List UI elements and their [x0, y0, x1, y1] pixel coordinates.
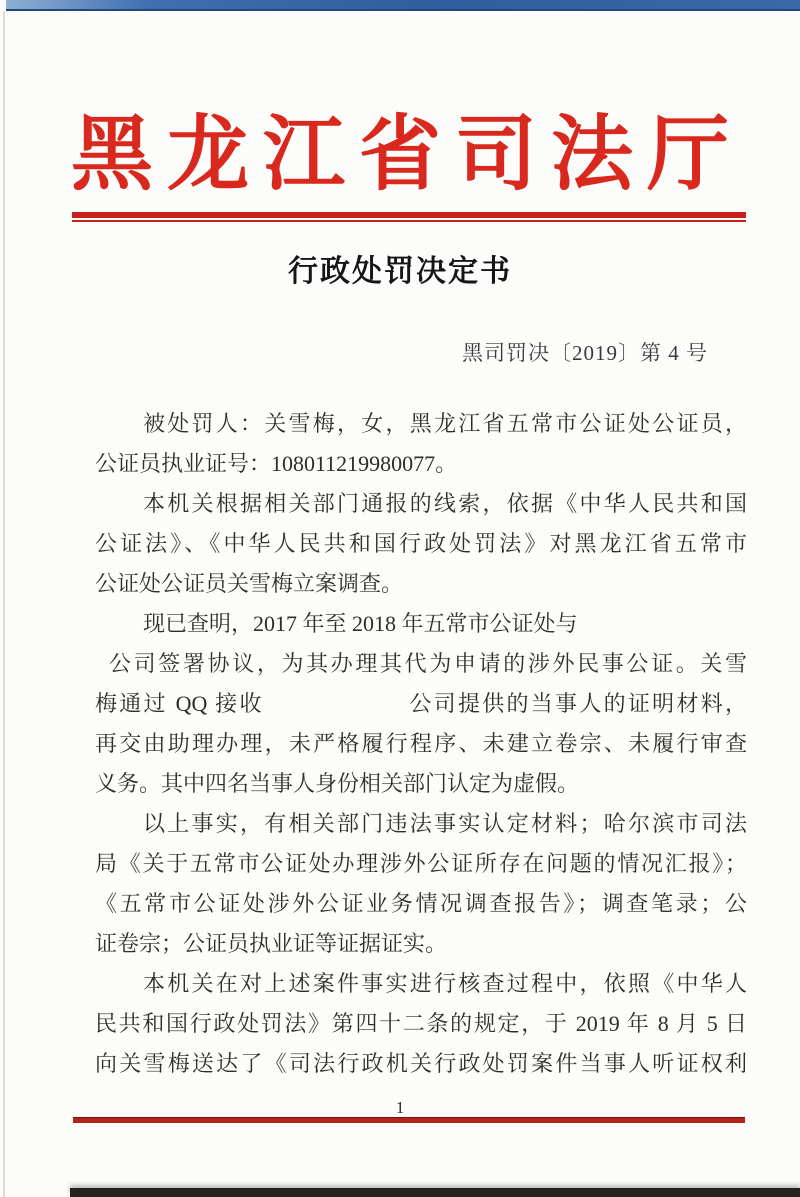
body-line: 民共和国行政处罚法》第四十二条的规定，于 2019 年 8 月 5 日 [95, 1011, 747, 1036]
document-body [95, 404, 747, 1084]
body-line: 《五常市公证处涉外公证业务情况调查报告》；调查笔录；公 [95, 891, 747, 916]
body-line: 公证员执业证号：108011219980077。 [95, 451, 458, 476]
body-line: 证卷宗；公证员执业证等证据证实。 [95, 931, 448, 956]
body-line: 局《关于五常市公证处办理涉外公证所存在问题的情况汇报》； [95, 851, 747, 876]
page-number: 1 [395, 1098, 405, 1117]
scan-top-edge [6, 0, 800, 11]
body-line: 义务。其中四名当事人身份相关部门认定为虚假。 [95, 771, 580, 796]
body-line: 公司签署协议，为其办理其代为申请的涉外民事公证。关雪 [109, 651, 747, 676]
letterhead-title: 黑龙江省司法厅 [70, 109, 743, 200]
document-number: 黑司罚决〔2019〕第 4 号 [462, 341, 708, 365]
body-line: 现已查明，2017 年至 2018 年五常市公证处与 [143, 611, 578, 636]
body-line: 本机关在对上述案件事实进行核查过程中，依照《中华人 [143, 971, 747, 996]
scan-bottom-edge [70, 1188, 800, 1197]
body-line: 公证法》、《中华人民共和国行政处罚法》对黑龙江省五常市 [95, 531, 747, 556]
separator-thick-line [72, 212, 746, 218]
letterhead-separator [72, 212, 746, 222]
body-line: 梅通过 QQ 接收 公司提供的当事人的证明材料， [95, 691, 747, 716]
separator-thin-line [72, 220, 746, 222]
body-line: 被处罚人：关雪梅，女，黑龙江省五常市公证处公证员， [143, 411, 747, 436]
body-line: 向关雪梅送达了《司法行政机关行政处罚案件当事人听证权利 [95, 1051, 747, 1076]
body-line: 再交由助理办理，未严格履行程序、未建立卷宗、未履行审查 [95, 731, 747, 756]
document-title: 行政处罚决定书 [288, 255, 512, 288]
body-line: 本机关根据相关部门通报的线索，依据《中华人民共和国 [143, 491, 747, 516]
footer-red-line [73, 1117, 745, 1123]
body-line: 公证处公证员关雪梅立案调查。 [95, 571, 404, 596]
body-line: 以上事实，有相关部门违法事实认定材料；哈尔滨市司法 [143, 811, 747, 836]
